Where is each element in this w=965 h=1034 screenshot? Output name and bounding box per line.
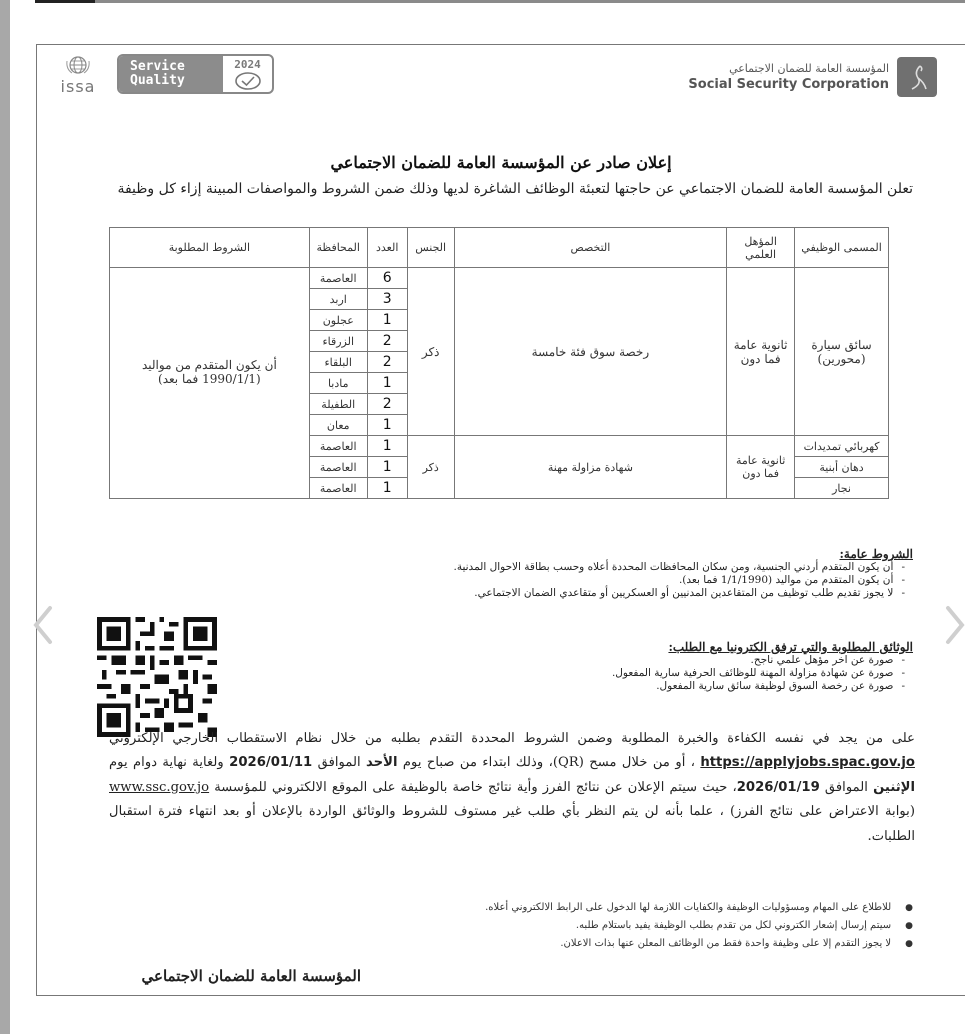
cell-count: 1: [367, 436, 407, 457]
cell-count: 1: [367, 415, 407, 436]
general-conditions-heading: الشروط عامة:: [839, 547, 913, 561]
cell-count: 1: [367, 310, 407, 331]
service-quality-line2: Quality: [130, 73, 185, 88]
general-conditions-section: [454, 547, 914, 600]
announcement-intro: تعلن المؤسسة العامة للضمان الاجتماعي عن حاجتها لتعبئة الوظائف الشاغرة لديها وذلك ضمن الشروط والمواصفات المبينة إزاء كل وظيفة: [117, 181, 913, 197]
end-date: 2026/01/19: [736, 779, 820, 795]
cell-governorate: عجلون: [309, 310, 367, 331]
general-condition-item: - أن يكون المتقدم من مواليد (1/1/1990 فما بعد).: [454, 574, 906, 587]
cell-count: 2: [367, 394, 407, 415]
service-quality-badge: [117, 54, 274, 94]
note-item: ● لا يجوز التقدم إلا على وظيفة واحدة فقط من الوظائف المعلن عنها بذات الاعلان.: [485, 935, 913, 953]
cell-count: 1: [367, 457, 407, 478]
application-text: الموافق: [824, 779, 868, 795]
announcement-title: إعلان صادر عن المؤسسة العامة للضمان الاجتماعي: [330, 153, 672, 172]
cell-qualification: ثانوية عامة فما دون: [727, 436, 795, 499]
cell-governorate: العاصمة: [309, 457, 367, 478]
issa-text: issa: [60, 77, 96, 96]
application-text: ، أو من خلال مسح (QR)، وذلك ابتداء من صباح يوم: [402, 755, 695, 771]
service-quality-year: 2024: [234, 58, 261, 71]
cell-governorate: اربد: [309, 289, 367, 310]
globe-icon: [65, 55, 91, 75]
cell-governorate: الطفيلة: [309, 394, 367, 415]
ssc-website-link[interactable]: www.ssc.gov.jo: [109, 779, 210, 795]
cell-count: 2: [367, 352, 407, 373]
issa-logo: [53, 55, 103, 95]
header-governorate: المحافظة: [309, 228, 367, 268]
cell-conditions: أن يكون المتقدم من مواليد (1990/1/1 فما بعد): [110, 268, 310, 499]
document-item: - صورة عن رخصة السوق لوظيفة سائق سارية المفعول.: [612, 680, 905, 693]
cell-qualification: ثانوية عامة فما دون: [727, 268, 795, 436]
header-count: العدد: [367, 228, 407, 268]
note-item: ● للاطلاع على المهام ومسؤوليات الوظيفة والكفايات اللازمة لها الدخول على الرابط الالكتروني أعلاه.: [485, 899, 913, 917]
note-item: ● سيتم إرسال إشعار الكتروني لكل من تقدم بطلب الوظيفة يفيد باستلام طلبه.: [485, 917, 913, 935]
application-text: على من يجد في نفسه الكفاءة والخبرة المطلوبة وضمن الشروط المحددة التقدم بطلبه من خلال نظام الاستقطاب الخارجي الإلكتروني: [109, 731, 915, 746]
header-gender: الجنس: [407, 228, 454, 268]
qr-code[interactable]: [97, 617, 217, 737]
header-conditions: الشروط المطلوبة: [110, 228, 310, 268]
cell-job-title: كهربائي تمديدات: [795, 436, 889, 457]
general-condition-item: - لا يجوز تقديم طلب توظيف من المتقاعدين المدنيين أو العسكريين أو متقاعدي الضمان الاجتماعي.: [454, 587, 906, 600]
cell-job-title: نجار: [795, 478, 889, 499]
previous-arrow-icon[interactable]: [30, 600, 54, 650]
document-item: - صورة عن شهادة مزاولة المهنة للوظائف الحرفية سارية المفعول.: [612, 667, 905, 680]
application-text: ولغاية نهاية دوام يوم: [109, 755, 224, 771]
cell-count: 1: [367, 478, 407, 499]
cell-count: 6: [367, 268, 407, 289]
general-condition-item: - أن يكون المتقدم أردني الجنسية، ومن سكان المحافظات المحددة أعلاه وحسب بطاقة الاحوال المدنية.: [454, 561, 906, 574]
end-day: الإثنين: [873, 779, 915, 795]
cell-governorate: العاصمة: [309, 268, 367, 289]
check-circle-icon: [234, 72, 262, 90]
documents-section: [612, 640, 913, 693]
application-text: الموافق: [317, 755, 361, 771]
cell-governorate: مادبا: [309, 373, 367, 394]
application-text: ، حيث سيتم الإعلان عن نتائج الفرز وأية نتائج خاصة بالوظيفة على الموقع الالكتروني للمؤسسة: [214, 779, 737, 795]
application-text: (بوابة الاعتراض على نتائج الفرز) ، علما بأنه لن يتم النظر بأي طلب غير مستوف للشروط والوثائق الواردة بالإعلان أو بعد انتهاء فترة استقبال الطلبات.: [109, 804, 915, 844]
cell-job-title: دهان أبنية: [795, 457, 889, 478]
application-paragraph: [109, 727, 915, 849]
documents-heading: الوثائق المطلوبة والتي ترفق الكترونيا مع الطلب:: [668, 640, 913, 654]
cell-governorate: البلقاء: [309, 352, 367, 373]
table-row: [110, 268, 889, 289]
cell-governorate: الزرقاء: [309, 331, 367, 352]
cell-count: 2: [367, 331, 407, 352]
header-job-title: المسمى الوظيفي: [795, 228, 889, 268]
cell-governorate: العاصمة: [309, 436, 367, 457]
viewer-left-edge: [0, 0, 10, 1034]
ssc-emblem-icon: [897, 57, 937, 97]
header-qualification: المؤهل العلمي: [727, 228, 795, 268]
announcement-document: [36, 44, 965, 996]
org-name-english: Social Security Corporation: [688, 77, 889, 92]
cell-gender: ذكر: [407, 268, 454, 436]
document-item: - صورة عن اخر مؤهل علمي ناجح.: [612, 654, 905, 667]
start-day: الأحد: [366, 755, 398, 771]
cell-specialization: رخصة سوق فئة خامسة: [454, 268, 727, 436]
cell-count: 3: [367, 289, 407, 310]
org-name-arabic: المؤسسة العامة للضمان الاجتماعي: [729, 62, 889, 75]
service-quality-line1: Service: [130, 59, 185, 74]
apply-link[interactable]: https://applyjobs.spac.gov.jo: [700, 755, 915, 771]
jobs-table: [109, 227, 889, 499]
cell-count: 1: [367, 373, 407, 394]
cell-specialization: شهادة مزاولة مهنة: [454, 436, 727, 499]
cell-gender: ذكر: [407, 436, 454, 499]
cell-governorate: معان: [309, 415, 367, 436]
ssc-logo: [688, 57, 937, 97]
table-header-row: [110, 228, 889, 268]
viewer-top-strip: [35, 0, 965, 3]
signoff: المؤسسة العامة للضمان الاجتماعي: [141, 967, 361, 985]
header-specialization: التخصص: [454, 228, 727, 268]
start-date: 2026/01/11: [229, 755, 313, 771]
notes-list: [485, 899, 913, 953]
cell-governorate: العاصمة: [309, 478, 367, 499]
cell-job-title: سائق سيارة (محورين): [795, 268, 889, 436]
next-arrow-icon[interactable]: [944, 600, 965, 650]
